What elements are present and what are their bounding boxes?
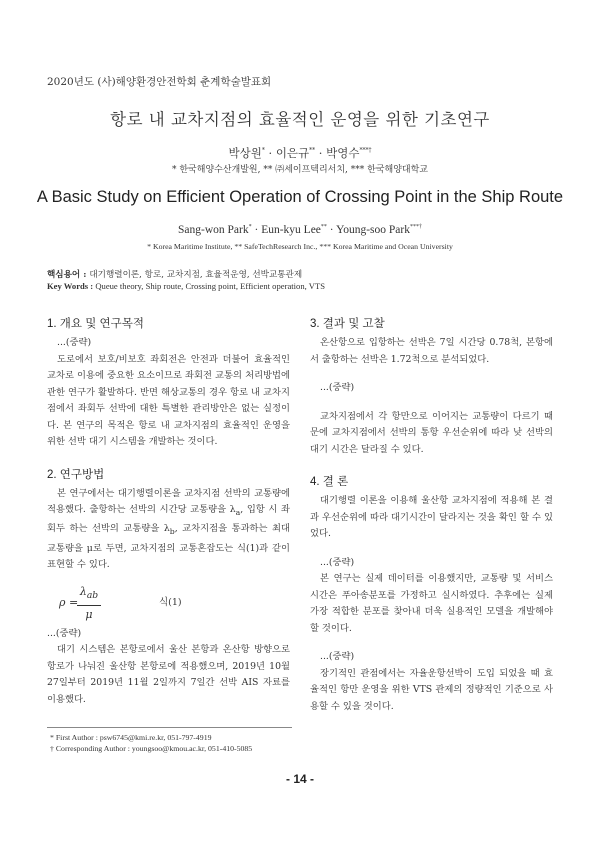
korean-affiliations: * 한국해양수산개발원, ** ㈜세이프텍리서치, *** 한국해양대학교 (172, 165, 428, 175)
section-1-paragraph: 도로에서 보호/비보호 좌회전은 안전과 더불어 효율적인 교차로 이용에 중요한 요소이므로 좌회전 교통의 처리방법에 관한 연구가 활발하다. 반면 해상교통의 경우 항로 내 교차지점에서 좌회두 선박에 대한 특별한 관리방안은 없는 실정이다. 본 연구의 목적은 항로 내 교차지점의 효율적인 운영을 위한 선박 대기 시스템을 개발하는 것이다. (47, 353, 290, 447)
author-3-en-mark: ***† (409, 224, 422, 231)
english-title: A Basic Study on Efficient Operation of Crossing Point in the Ship Route (36, 188, 564, 206)
author-2-ko: 이은규 (275, 146, 310, 160)
english-authors (0, 224, 600, 236)
footnote-divider (47, 727, 292, 728)
equation-numerator: $\lambda_{ab}$ (77, 584, 101, 607)
section-4-paragraph-1: 대기행렬 이론을 이용해 울산항 교차지점에 적용해 본 결과 우선순위에 따라 대기시간이 달라지는 것을 확인 할 수 있었다. (310, 495, 553, 539)
section-4-omission-1: ...(중략) (320, 556, 355, 568)
author-2-en: Eun-kyu Lee (261, 224, 321, 236)
korean-title: 항로 내 교차지점의 효율적인 운영을 위한 기초연구 (110, 110, 490, 129)
right-column (310, 316, 553, 715)
author-1-ko: 박상원 (228, 146, 262, 160)
author-1-en-mark: * (248, 224, 252, 231)
equation-denominator: μ (85, 608, 93, 622)
keywords-korean-label: 핵심용어 : (47, 270, 90, 280)
section-3-paragraph-1: 온산항으로 입항하는 선박은 7일 시간당 0.78척, 본항에서 출항하는 선박은 1.72척으로 분석되었다. (310, 337, 553, 365)
section-3-paragraph-2: 교차지점에서 각 항만으로 이어지는 교통량이 다르기 때문에 교차지점에서 선박의 통항 우선순위에 따라 낮 선박의 대기 시간은 달라질 수 있다. (310, 410, 553, 455)
keywords-korean-text: 대기행렬이론, 항로, 교차지점, 효율적운영, 선박교통관제 (89, 270, 303, 280)
section-1-omission: ...(중략) (57, 337, 92, 348)
left-column (47, 316, 290, 708)
section-3-heading: 3. 결과 및 고찰 (310, 318, 385, 330)
section-2-paragraph-1: 본 연구에서는 대기행렬이론을 교차지점 선박의 교통량에 적용했다. 출항하는 선박의 시간당 교통량을 $\lambda_a$, 입항 시 좌회두 하는 선박의 교통량을 $\lambda_b$, 교차지점을 통과하는 최대 교통량을 μ로 두면, 교차지점의 교통혼잡도는 식(1)과 같이 표현할 수 있다. (47, 487, 290, 571)
author-sep: · (251, 224, 262, 236)
section-4-paragraph-3: 장기적인 관점에서는 자율운항선박이 도입 되었을 때 효율적인 항만 운영을 위한 VTS 관제의 정량적인 기준으로 사용할 수 있을 것이다. (310, 667, 553, 712)
conference-header: 2020년도 (사)해양환경안전학회 춘계학술발표회 (47, 76, 272, 88)
author-3-ko-mark: ***† (359, 147, 372, 155)
author-3-ko: 박영수 (326, 146, 360, 160)
section-3-omission: ...(중략) (320, 382, 355, 393)
footnote-first-author: * First Author : psw6745@kmi.re.kr, 051-797-4919 (50, 733, 212, 742)
footnote-corresponding-author: † Corresponding Author : youngsoo@kmou.ac.kr, 051-410-5085 (50, 744, 253, 753)
section-2-paragraph-2: 대기 시스템은 본항로에서 울산 본항과 온산항 방향으로 항로가 나눠진 울산항 본항로에 적용했으며, 2019년 10월 27일부터 2019년 11월 2일까지 7일간 선박 AIS 자료를 이용했다. (47, 644, 290, 705)
keywords-english (47, 281, 325, 291)
equation-fraction (77, 584, 101, 624)
section-4-omission-2: ...(중략) (320, 651, 355, 662)
author-sep: · (264, 146, 276, 160)
author-sep: · (315, 146, 327, 160)
keywords-english-label: Key Words : (47, 281, 96, 291)
section-4-heading: 4. 결 론 (310, 476, 349, 488)
author-1-ko-mark: * (261, 147, 265, 155)
section-1-heading: 1. 개요 및 연구목적 (47, 318, 144, 330)
equation-label: 식(1) (159, 596, 182, 608)
section-2-omission: ...(중략) (47, 627, 82, 639)
equation-1 (59, 584, 290, 620)
section-4-paragraph-2: 본 연구는 실제 데이터를 이용했지만, 교통량 및 서비스 시간은 푸아송분포를 가정하고 실시하였다. 추후에는 실제 가장 적합한 분포를 찾아내 더욱 실용적인 모델을 개발해야 할 것이다. (310, 573, 553, 634)
page-number: - 14 - (285, 772, 314, 786)
author-2-en-mark: ** (320, 224, 327, 231)
author-2-ko-mark: ** (309, 147, 316, 155)
keywords-korean (47, 268, 302, 280)
keywords-english-text: Queue theory, Ship route, Crossing point, Efficient operation, VTS (95, 281, 326, 291)
section-2-heading: 2. 연구방법 (47, 468, 105, 481)
equation-lhs: ρ = (59, 595, 79, 609)
author-1-en: Sang-won Park (178, 224, 249, 236)
english-affiliations: * Korea Maritime Institute, ** SafeTechResearch Inc., *** Korea Maritime and Ocean University (147, 242, 453, 251)
author-3-en: Young-soo Park (336, 224, 410, 236)
korean-authors (0, 145, 600, 161)
author-sep: · (326, 224, 337, 236)
